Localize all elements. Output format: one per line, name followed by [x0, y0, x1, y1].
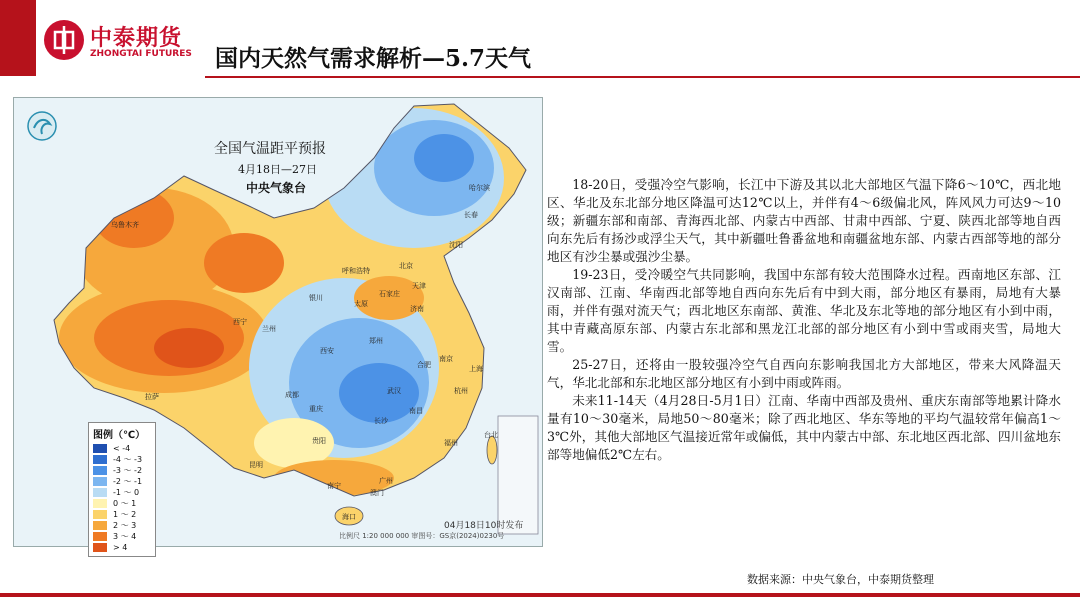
legend-title: 图例（℃） — [93, 430, 146, 441]
city-label: 长沙 — [374, 417, 388, 425]
legend-item — [93, 498, 151, 509]
city-label: 南宁 — [327, 482, 341, 490]
city-label: 银川 — [309, 294, 323, 302]
forecast-paragraph: 19-23日，受冷暖空气共同影响，我国中东部有较大范围降水过程。西南地区东部、江汉南部、江南、华南西北部等地自西向东先后有中到大雨，部分地区有暴雨，局地有大暴雨，并伴有强对流天气；西北地区东南部、黄淮、华北及东北等地的部分地区有小到中雨，其中青藏高原东部、内蒙古东北部和黑龙江北部的部分地区有小到中雪或雨夹雪，局地大雪。 — [547, 267, 1061, 354]
legend-item — [93, 487, 151, 498]
page-title: 国内天然气需求解析—5.7天气 — [215, 45, 532, 72]
legend-label: 1 ～ 2 — [113, 510, 137, 519]
legend-swatch — [93, 455, 107, 464]
brand-accent-bar — [0, 0, 36, 76]
map-legend — [88, 422, 156, 557]
legend-item — [93, 520, 151, 531]
city-label: 太原 — [354, 300, 368, 308]
map-issuer: 中央气象台 — [246, 181, 307, 195]
legend-item — [93, 465, 151, 476]
city-label: 重庆 — [309, 405, 323, 413]
legend-label: 2 ～ 3 — [113, 521, 137, 530]
brand-name-en: ZHONGTAI FUTURES — [90, 49, 192, 59]
map-publish-date: 04月18日10时发布 — [444, 521, 524, 531]
legend-swatch — [93, 466, 107, 475]
city-label: 福州 — [444, 439, 458, 447]
legend-label: -4 ～ -3 — [113, 455, 143, 464]
legend-swatch — [93, 521, 107, 530]
city-label: 拉萨 — [145, 393, 159, 401]
city-label: 澳门 — [370, 489, 384, 497]
legend-label: < -4 — [113, 444, 131, 453]
footer-bar — [0, 593, 1080, 597]
forecast-paragraph: 25-27日，还将由一股较强冷空气自西向东影响我国北方大部地区，带来大风降温天气，华北北部和东北地区部分地区有小到中雨或阵雨。 — [547, 357, 1061, 390]
brand-name-cn: 中泰期货 — [90, 26, 183, 51]
city-label: 海口 — [342, 513, 356, 521]
legend-swatch — [93, 532, 107, 541]
city-label: 南京 — [439, 355, 453, 363]
city-label: 昆明 — [249, 461, 263, 469]
legend-label: 0 ～ 1 — [113, 499, 137, 508]
legend-label: -1 ～ 0 — [113, 488, 140, 497]
legend-swatch — [93, 488, 107, 497]
city-label: 石家庄 — [379, 290, 400, 298]
legend-swatch — [93, 510, 107, 519]
legend-swatch — [93, 499, 107, 508]
city-label: 沈阳 — [449, 241, 463, 249]
city-label: 北京 — [399, 262, 413, 270]
city-label: 郑州 — [369, 337, 383, 345]
city-label: 西宁 — [233, 318, 247, 326]
title-divider — [205, 76, 1080, 78]
map-title: 全国气温距平预报 — [214, 141, 326, 157]
city-label: 兰州 — [262, 325, 276, 333]
legend-swatch — [93, 543, 107, 552]
forecast-paragraph: 18-20日，受强冷空气影响，长江中下游及其以北大部地区气温下降6～10℃，西北地区、华北及东北部分地区降温可达12℃以上，并伴有4～6级偏北风，阵风风力可达9～10级；新疆东部和南部、青海西北部、内蒙古中西部、甘肃中西部、宁夏、陕西北部等地自西向东先后有扬沙或浮尘天气，其中新疆吐鲁番盆地和南疆盆地东部、内蒙古西部等地的部分地区有沙尘暴或强沙尘暴。 — [547, 177, 1061, 264]
forecast-text — [547, 176, 1061, 464]
city-label: 哈尔滨 — [469, 184, 490, 192]
legend-swatch — [93, 444, 107, 453]
city-label: 成都 — [285, 391, 299, 399]
temperature-anomaly-map — [13, 97, 543, 552]
city-label: 西安 — [320, 347, 334, 355]
legend-label: -2 ～ -1 — [113, 477, 143, 486]
city-label: 杭州 — [454, 387, 468, 395]
legend-item — [93, 509, 151, 520]
city-label: 上海 — [469, 365, 483, 373]
data-source: 数据来源：中央气象台，中泰期货整理 — [747, 573, 934, 586]
legend-item — [93, 542, 151, 553]
legend-swatch — [93, 477, 107, 486]
city-label: 广州 — [379, 477, 393, 485]
city-label: 天津 — [412, 282, 426, 290]
legend-item — [93, 531, 151, 542]
city-label: 乌鲁木齐 — [111, 221, 139, 229]
city-label: 合肥 — [417, 361, 431, 369]
city-label: 武汉 — [387, 387, 401, 395]
city-label: 长春 — [464, 211, 478, 219]
legend-label: -3 ～ -2 — [113, 466, 143, 475]
legend-label: > 4 — [113, 543, 128, 552]
city-label: 台北 — [484, 431, 498, 439]
legend-item — [93, 454, 151, 465]
city-label: 济南 — [410, 305, 424, 313]
city-label: 贵阳 — [312, 437, 326, 445]
legend-label: 3 ～ 4 — [113, 532, 137, 541]
map-scale-note: 比例尺 1:20 000 000 审图号：GS京(2024)0230号 — [339, 532, 505, 540]
legend-item — [93, 443, 151, 454]
map-dates: 4月18日—27日 — [238, 163, 317, 176]
forecast-paragraph: 未来11-14天（4月28日-5月1日）江南、华南中西部及贵州、重庆东南部等地累计降水量有10～30毫米，局地50～80毫米；除了西北地区、华东等地的平均气温较常年偏高1～3℃外，其他大部地区气温接近常年或偏低，其中内蒙古中部、东北地区西北部、四川盆地东部等地偏低2℃左右。 — [547, 393, 1061, 462]
city-label: 南昌 — [409, 407, 423, 415]
brand-logo-icon — [44, 20, 84, 60]
legend-item — [93, 476, 151, 487]
city-label: 呼和浩特 — [342, 267, 370, 275]
brand-logo — [44, 20, 194, 66]
